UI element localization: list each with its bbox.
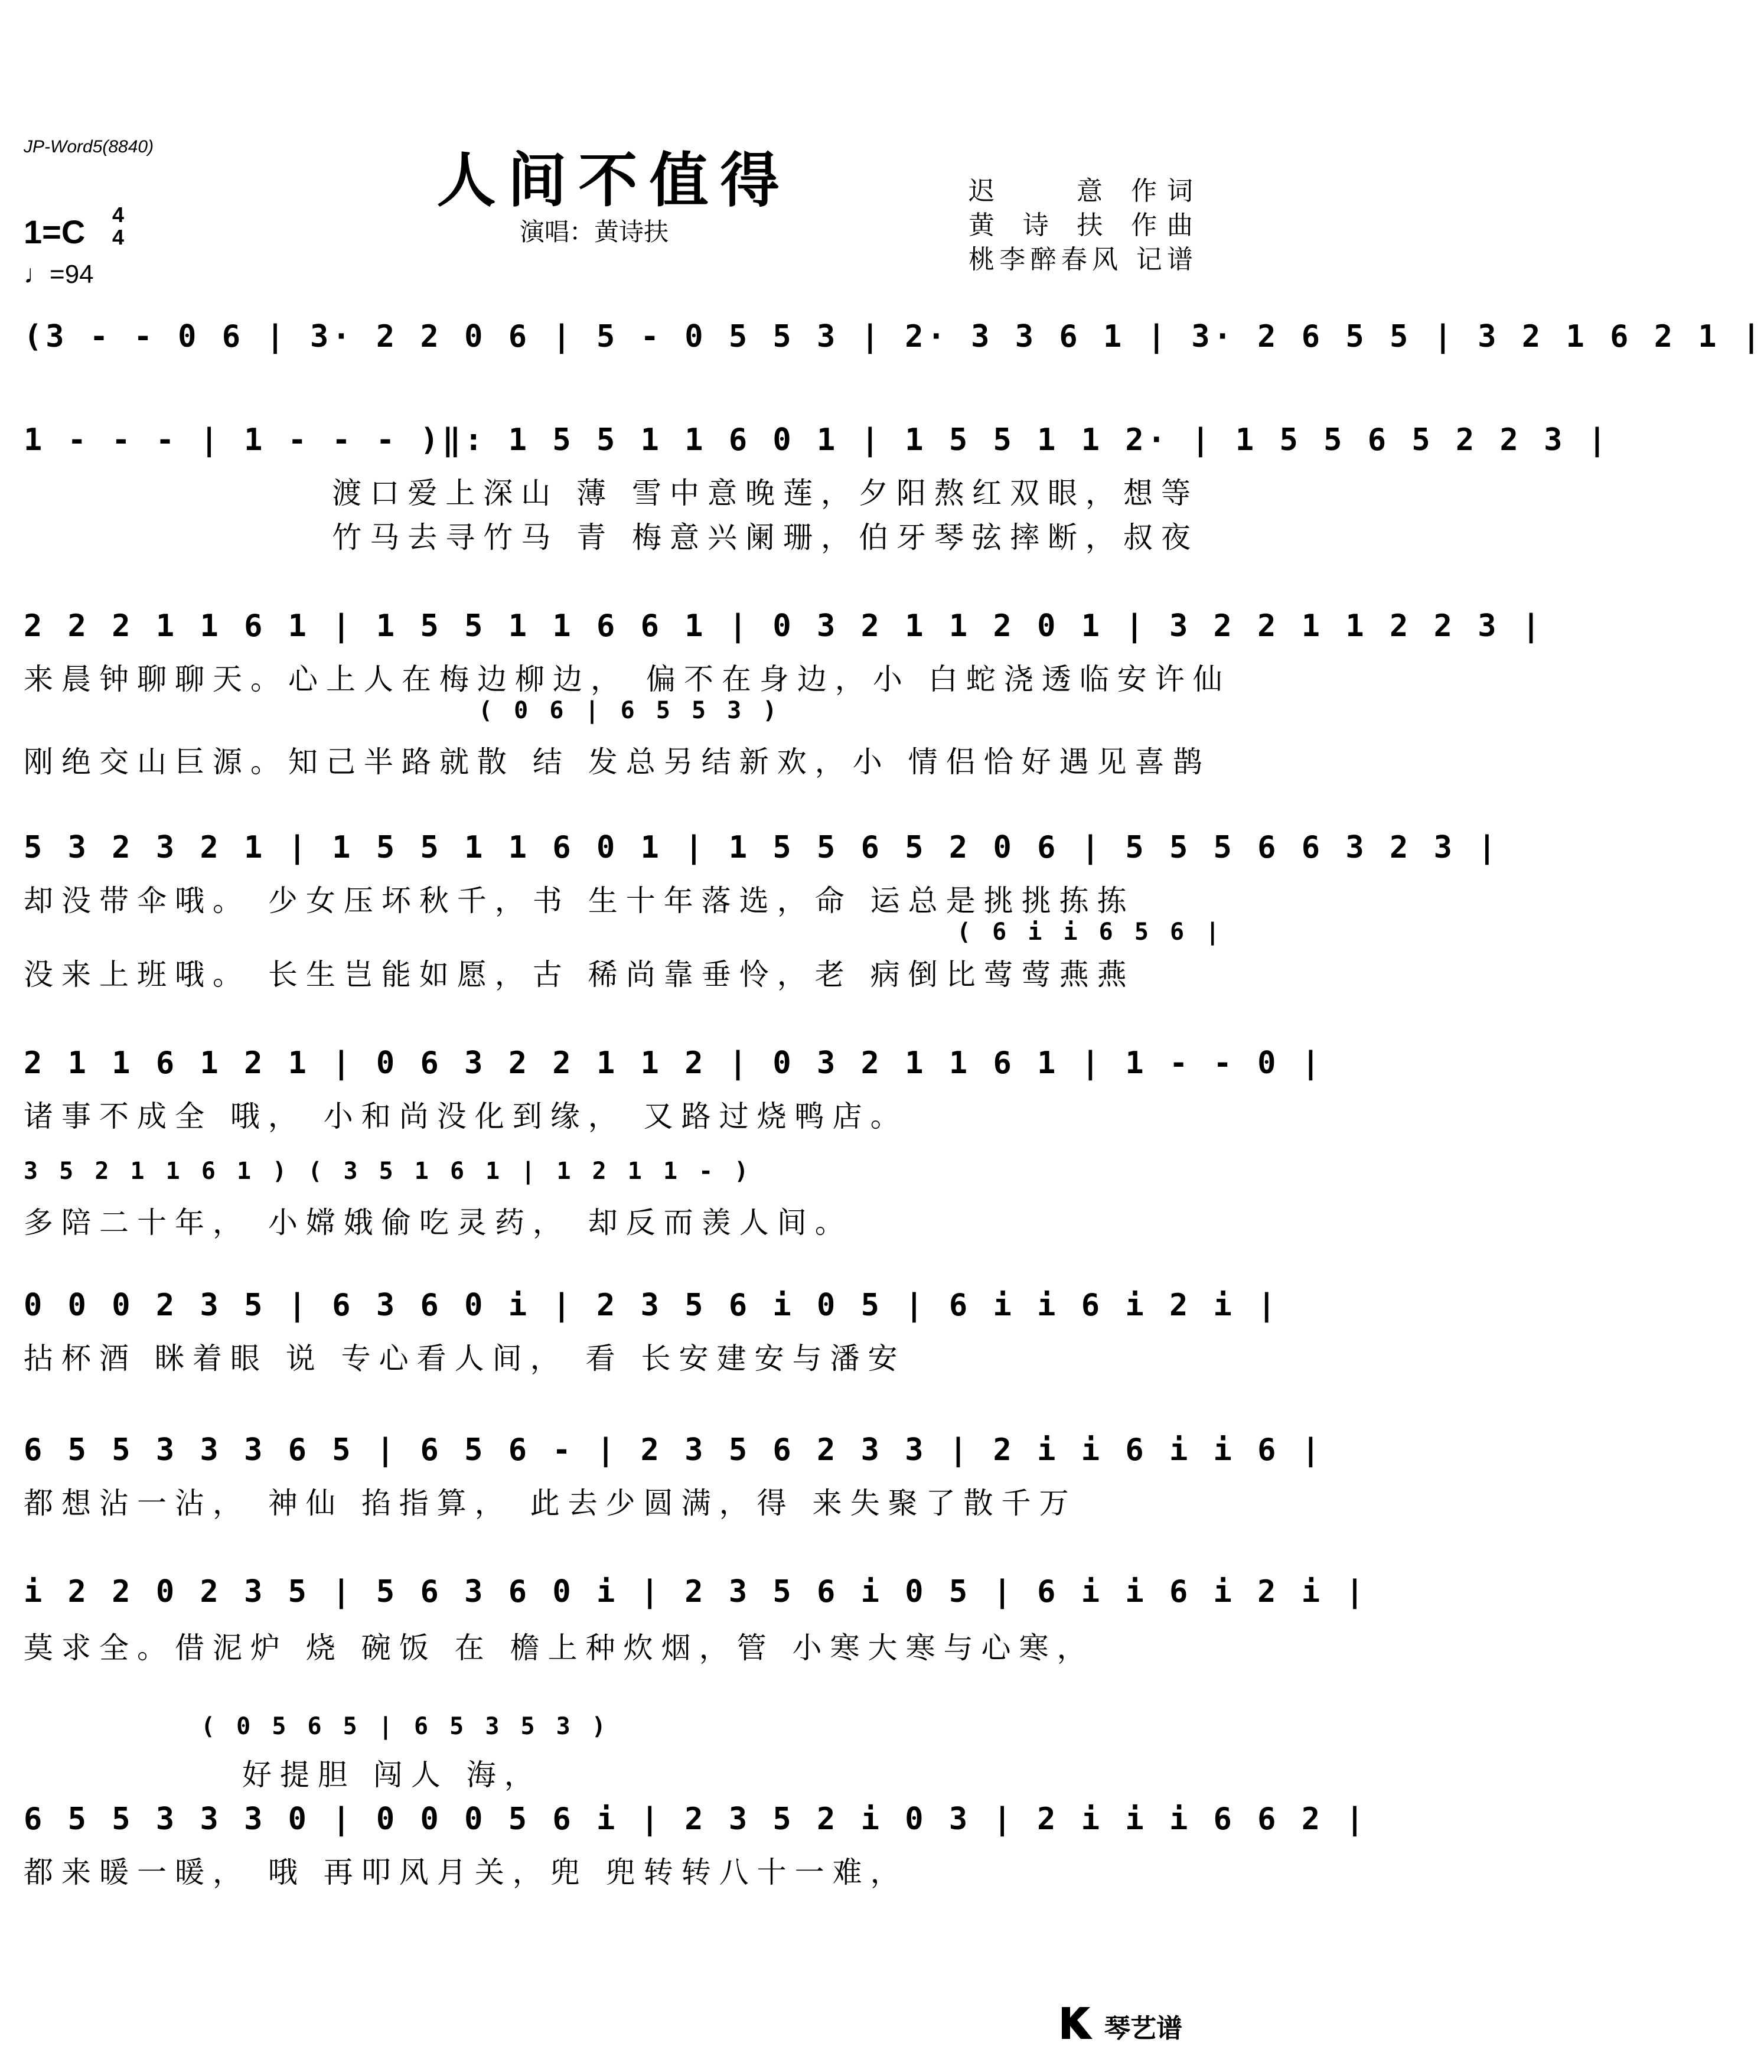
lyric-line-4-verse-2: 没来上班哦。 长生岂能如愿，古 稀尚靠垂怜，老 病倒比莺莺燕燕	[24, 957, 1135, 992]
sub-notation-line-5: 3 5 2 1 1 6 1 ) ( 3 5 1 6 1 | 1 2 1 1 - )	[24, 1158, 752, 1185]
lyric-line-5-verse-1: 诸事不成全 哦， 小和尚没化到缘， 又路过烧鸭店。	[24, 1099, 908, 1133]
logo-text: 琴艺谱	[1104, 2014, 1182, 2044]
notation-line-8: i 2 2 0 2 3 5 | 5 6 3 6 0 i | 2 3 5 6 i 0 5 | 6 i i 6 i 2 i |	[24, 1574, 1368, 1610]
lyric-line-8: 莫求全。借泥炉 烧 碗饭 在 檐上种炊烟，管 小寒大寒与心寒，	[24, 1631, 1095, 1665]
lyric-line-7: 都想沾一沾， 神仙 掐指算， 此去少圆满，得 来失聚了散千万	[24, 1486, 1077, 1520]
piano-logo-icon	[1057, 2002, 1098, 2044]
notation-line-6: 0 0 0 2 3 5 | 6 3 6 0 i | 2 3 5 6 i 0 5 | 6 i i 6 i 2 i |	[24, 1288, 1280, 1323]
key-signature: 1=C	[24, 213, 86, 250]
lyric-line-6: 拈杯酒 眯着眼 说 专心看人间， 看 长安建安与潘安	[24, 1341, 906, 1376]
notation-line-9: 6 5 5 3 3 3 0 | 0 0 0 5 6 i | 2 3 5 2 i 0 3 | 2 i i i 6 6 2 |	[24, 1801, 1368, 1837]
notation-line-3: 2 2 2 1 1 6 1 | 1 5 5 1 1 6 6 1 | 0 3 2 1 1 2 0 1 | 3 2 2 1 1 2 2 3 |	[24, 608, 1544, 644]
sub-notation-line-9: ( 0 5 6 5 | 6 5 3 5 3 )	[201, 1713, 609, 1740]
time-signature	[112, 204, 124, 249]
time-signature-bottom: 4	[112, 225, 125, 249]
notation-line-1: (3 - - 0 6 | 3· 2 2 0 6 | 5 - 0 5 5 3 | 2· 3 3 6 1 | 3· 2 6 5 5 | 3 2 1 6 2 1 |	[24, 319, 1764, 354]
lyric-line-5-verse-2: 多陪二十年， 小嫦娥偷吃灵药， 却反而羡人间。	[24, 1206, 853, 1240]
composer-credit: 黄 诗 扶 作曲	[969, 210, 1193, 240]
notation-line-7: 6 5 5 3 3 3 6 5 | 6 5 6 - | 2 3 5 6 2 3 3 | 2 i i 6 i i 6 |	[24, 1432, 1324, 1468]
lyric-line-4-verse-1: 却没带伞哦。 少女压坏秋千，书 生十年落选，命 运总是挑挑拣拣	[24, 884, 1135, 918]
notation-line-2: 1 - - - | 1 - - - )‖: 1 5 5 1 1 6 0 1 | 1 5 5 1 1 2· | 1 5 5 6 5 2 2 3 |	[24, 422, 1610, 458]
lyric-line-9: 都来暖一暖， 哦 再叩风月关，兜 兜转转八十一难，	[24, 1855, 908, 1889]
software-label: JP-Word5(8840)	[24, 137, 154, 157]
credits	[969, 174, 1193, 277]
singer-label: 演唱：黄诗扶	[520, 217, 669, 246]
notation-line-5: 2 1 1 6 1 2 1 | 0 6 3 2 2 1 1 2 | 0 3 2 1 1 6 1 | 1 - - 0 |	[24, 1045, 1324, 1081]
time-signature-top: 4	[112, 203, 125, 227]
song-title: 人间不值得	[436, 145, 791, 215]
tempo-marking: ♩=94	[24, 260, 94, 289]
qinyipu-logo	[1057, 1996, 1205, 2050]
lyric-line-2-verse-1: 渡口爱上深山 薄 雪中意晚莲，夕阳熬红双眼，想等	[332, 476, 1199, 510]
lyric-line-3-verse-2: 刚绝交山巨源。知己半路就散 结 发总另结新欢，小 情侣恰好遇见喜鹊	[24, 745, 1211, 779]
lyric-line-2-verse-2: 竹马去寻竹马 青 梅意兴阑珊，伯牙琴弦摔断，叔夜	[332, 520, 1199, 555]
sub-lyric-line-9: 好提胆 闯人 海，	[242, 1758, 542, 1792]
lyric-line-3-verse-1: 来晨钟聊聊天。心上人在梅边柳边， 偏不在身边，小 白蛇浇透临安许仙	[24, 662, 1231, 696]
transcriber-credit: 桃李醉春风 记谱	[969, 245, 1193, 275]
lyricist-credit: 迟 意 作词	[969, 176, 1193, 206]
sub-notation-line-4: ( 6 i i 6 5 6 |	[957, 918, 1224, 946]
sub-notation-line-3: ( 0 6 | 6 5 5 3 )	[478, 697, 781, 724]
notation-line-4: 5 3 2 3 2 1 | 1 5 5 1 1 6 0 1 | 1 5 5 6 5 2 0 6 | 5 5 5 6 6 3 2 3 |	[24, 830, 1500, 865]
